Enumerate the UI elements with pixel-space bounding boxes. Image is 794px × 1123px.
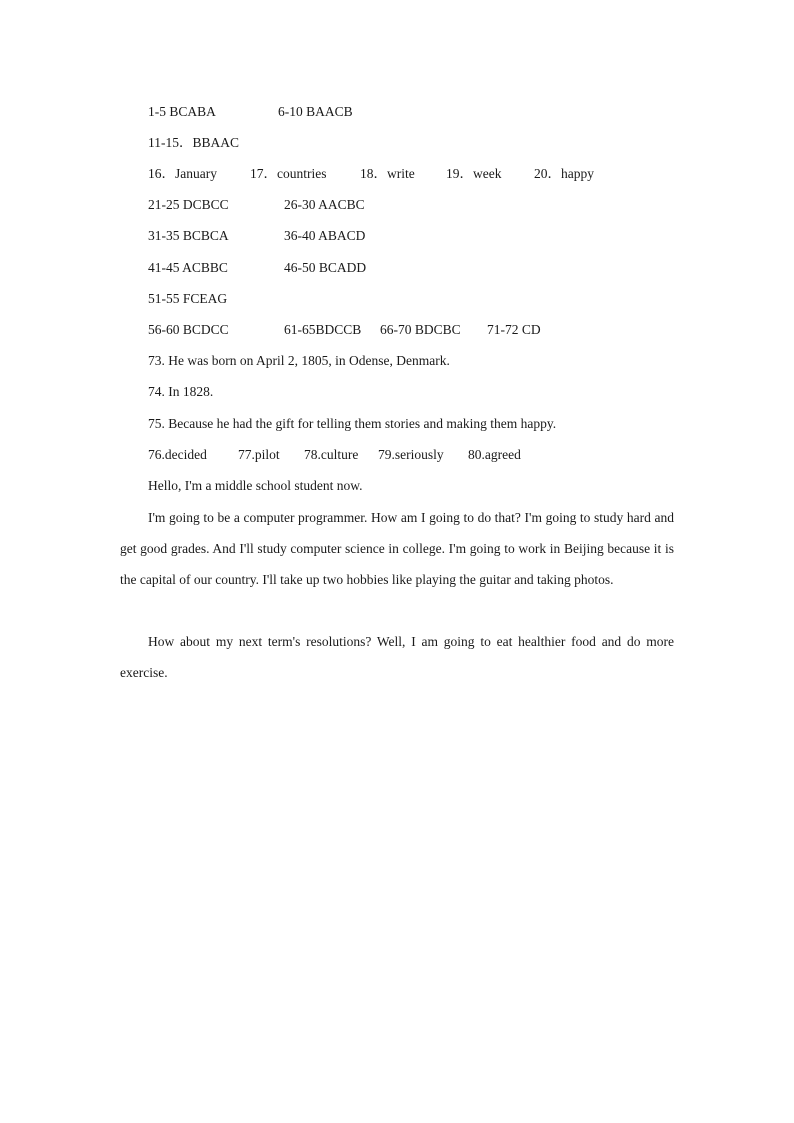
answer-76: 76.decided [148,447,207,462]
answer-73: 73. He was born on April 2, 1805, in Odense, Denmark. [148,353,450,368]
essay-paragraph-1: I'm going to be a computer programmer. How am I going to do that? I'm going to study hard and get good grades. And I'll study computer science in college. I'm going to work in Beijing because it is the capital of our country. I'll take up two hobbies like playing the guitar and taking photos. [120,510,674,587]
answer-31-35: 31-35 BCBCA [148,228,229,243]
answer-71-72: 71-72 CD [487,322,541,337]
answer-79: 79.seriously [378,447,444,462]
answer-17: 17．countries [250,166,327,181]
answer-78: 78.culture [304,447,359,462]
answer-16: 16．January [148,166,217,181]
answer-41-45: 41-45 ACBBC [148,260,228,275]
answer-80: 80.agreed [468,447,521,462]
answer-21-25: 21-25 DCBCC [148,197,229,212]
essay-intro: Hello, I'm a middle school student now. [148,478,363,493]
answer-74: 74. In 1828. [148,384,214,399]
answer-18: 18．write [360,166,415,181]
answer-1-5: 1-5 BCABA [148,104,216,119]
answer-20: 20．happy [534,166,594,181]
answer-51-55: 51-55 FCEAG [148,291,228,306]
answer-75: 75. Because he had the gift for telling them stories and making them happy. [148,416,557,431]
answer-56-60: 56-60 BCDCC [148,322,229,337]
answer-46-50: 46-50 BCADD [284,260,367,275]
answer-77: 77.pilot [238,447,280,462]
answer-26-30: 26-30 AACBC [284,197,365,212]
answer-6-10: 6-10 BAACB [278,104,353,119]
answer-19: 19．week [446,166,502,181]
answer-36-40: 36-40 ABACD [284,228,366,243]
answer-66-70: 66-70 BDCBC [380,322,461,337]
answer-11-15: 11-15．BBAAC [148,135,240,150]
answer-61-65: 61-65BDCCB [284,322,362,337]
essay-paragraph-2: How about my next term's resolutions? Well, I am going to eat healthier food and do more exercise. [120,634,674,680]
